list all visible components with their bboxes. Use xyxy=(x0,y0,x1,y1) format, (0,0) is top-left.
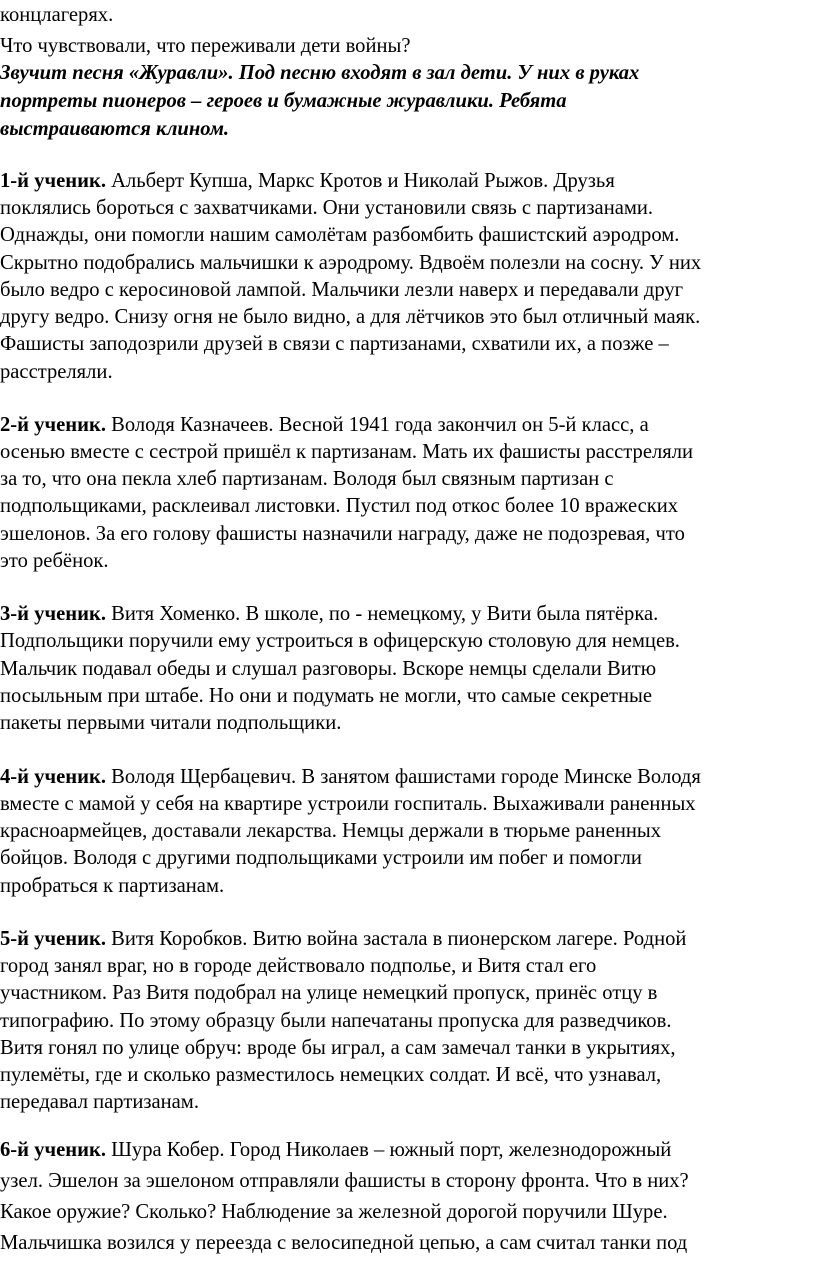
paragraph-line: Подпольщики поручили ему устроиться в офицерскую столовую для немцев. xyxy=(0,630,680,652)
paragraph-line: Мальчик подавал обеды и слушал разговоры. Вскоре немцы сделали Витю xyxy=(0,658,657,680)
paragraph-line: посыльным при штабе. Но они и подумать не могли, что самые секретные xyxy=(0,685,652,707)
speaker-label: 2-й ученик. xyxy=(0,414,106,436)
paragraph-text: Володя Щербацевич. В занятом фашистами городе Минске Володя xyxy=(105,766,701,788)
paragraph-line: Витя гонял по улице обруч: вроде бы играл, а сам замечал танки в укрытиях, xyxy=(0,1037,676,1059)
student-4-first-line xyxy=(0,764,701,791)
stage-direction-line: портреты пионеров – героев и бумажные журавлики. Ребята xyxy=(0,90,567,112)
paragraph-line: бойцов. Володя с другими подпольщиками устроили им побег и помогли xyxy=(0,847,642,869)
paragraph-line: пакеты первыми читали подпольщики. xyxy=(0,712,342,734)
stage-direction-line: выстраиваются клином. xyxy=(0,118,230,140)
stage-direction-line: Звучит песня «Журавли». Под песню входят в зал дети. У них в руках xyxy=(0,62,640,84)
student-2-first-line xyxy=(0,412,649,439)
paragraph-text: Шура Кобер. Город Николаев – южный порт, железнодорожный xyxy=(105,1139,672,1161)
paragraph-line: Скрытно подобрались мальчишки к аэродрому. Вдвоём полезли на сосну. У них xyxy=(0,252,702,274)
student-6-first-line xyxy=(0,1137,671,1164)
paragraph-line: подпольщиками, расклеивал листовки. Пустил под откос более 10 вражеских xyxy=(0,495,679,517)
paragraph-line: было ведро с керосиновой лампой. Мальчики лезли наверх и передавали друг xyxy=(0,279,684,301)
paragraph-line: красноармейцев, доставали лекарства. Немцы держали в тюрьме раненных xyxy=(0,820,662,842)
paragraph-line: эшелонов. За его голову фашисты назначили награду, даже не подозревая, что xyxy=(0,523,685,545)
paragraph-line: расстреляли. xyxy=(0,361,113,383)
paragraph-line: пробраться к партизанам. xyxy=(0,875,225,897)
paragraph-line: Какое оружие? Сколько? Наблюдение за железной дорогой поручили Шуре. xyxy=(0,1201,668,1223)
paragraph-line: Однажды, они помогли нашим самолётам разбомбить фашистский аэродром. xyxy=(0,224,680,246)
speaker-label: 6-й ученик. xyxy=(0,1139,106,1161)
paragraph-line: вместе с мамой у себя на квартире устроили госпиталь. Выхаживали раненных xyxy=(0,793,696,815)
intro-line: концлагерях. xyxy=(0,4,114,26)
speaker-label: 4-й ученик. xyxy=(0,766,106,788)
paragraph-line: за то, что она пекла хлеб партизанам. Володя был связным партизан с xyxy=(0,468,614,490)
paragraph-line: это ребёнок. xyxy=(0,550,109,572)
paragraph-line: узел. Эшелон за эшелоном отправляли фашисты в сторону фронта. Что в них? xyxy=(0,1170,689,1192)
student-3-first-line xyxy=(0,601,658,628)
paragraph-line: передавал партизанам. xyxy=(0,1091,199,1113)
student-1-first-line xyxy=(0,168,615,195)
paragraph-line: пулемёты, где и сколько разместилось немецких солдат. И всё, что узнавал, xyxy=(0,1064,662,1086)
speaker-label: 1-й ученик. xyxy=(0,170,106,192)
paragraph-line: типографию. По этому образцу были напечатаны пропуска для разведчиков. xyxy=(0,1010,672,1032)
paragraph-line: поклялись бороться с захватчиками. Они установили связь с партизанами. xyxy=(0,197,654,219)
speaker-label: 5-й ученик. xyxy=(0,928,106,950)
paragraph-line: участником. Раз Витя подобрал на улице немецкий пропуск, принёс отцу в xyxy=(0,982,658,1004)
paragraph-text: Володя Казначеев. Весной 1941 года закончил он 5-й класс, а xyxy=(105,414,649,436)
speaker-label: 3-й ученик. xyxy=(0,603,106,625)
paragraph-text: Альберт Купша, Маркс Кротов и Николай Рыжов. Друзья xyxy=(105,170,615,192)
paragraph-text: Витя Коробков. Витю война застала в пионерском лагере. Родной xyxy=(105,928,687,950)
student-5-first-line xyxy=(0,926,686,953)
paragraph-text: Витя Хоменко. В школе, по - немецкому, у Вити была пятёрка. xyxy=(105,603,659,625)
paragraph-line: Мальчишка возился у переезда с велосипедной цепью, а сам считал танки под xyxy=(0,1232,688,1254)
paragraph-line: Фашисты заподозрили друзей в связи с партизанами, схватили их, а позже – xyxy=(0,333,669,355)
paragraph-line: город занял враг, но в городе действовало подполье, и Витя стал его xyxy=(0,955,597,977)
paragraph-line: осенью вместе с сестрой пришёл к партизанам. Мать их фашисты расстреляли xyxy=(0,441,694,463)
paragraph-line: другу ведро. Снизу огня не было видно, а для лётчиков это был отличный маяк. xyxy=(0,306,701,328)
intro-question: Что чувствовали, что переживали дети войны? xyxy=(0,35,411,57)
